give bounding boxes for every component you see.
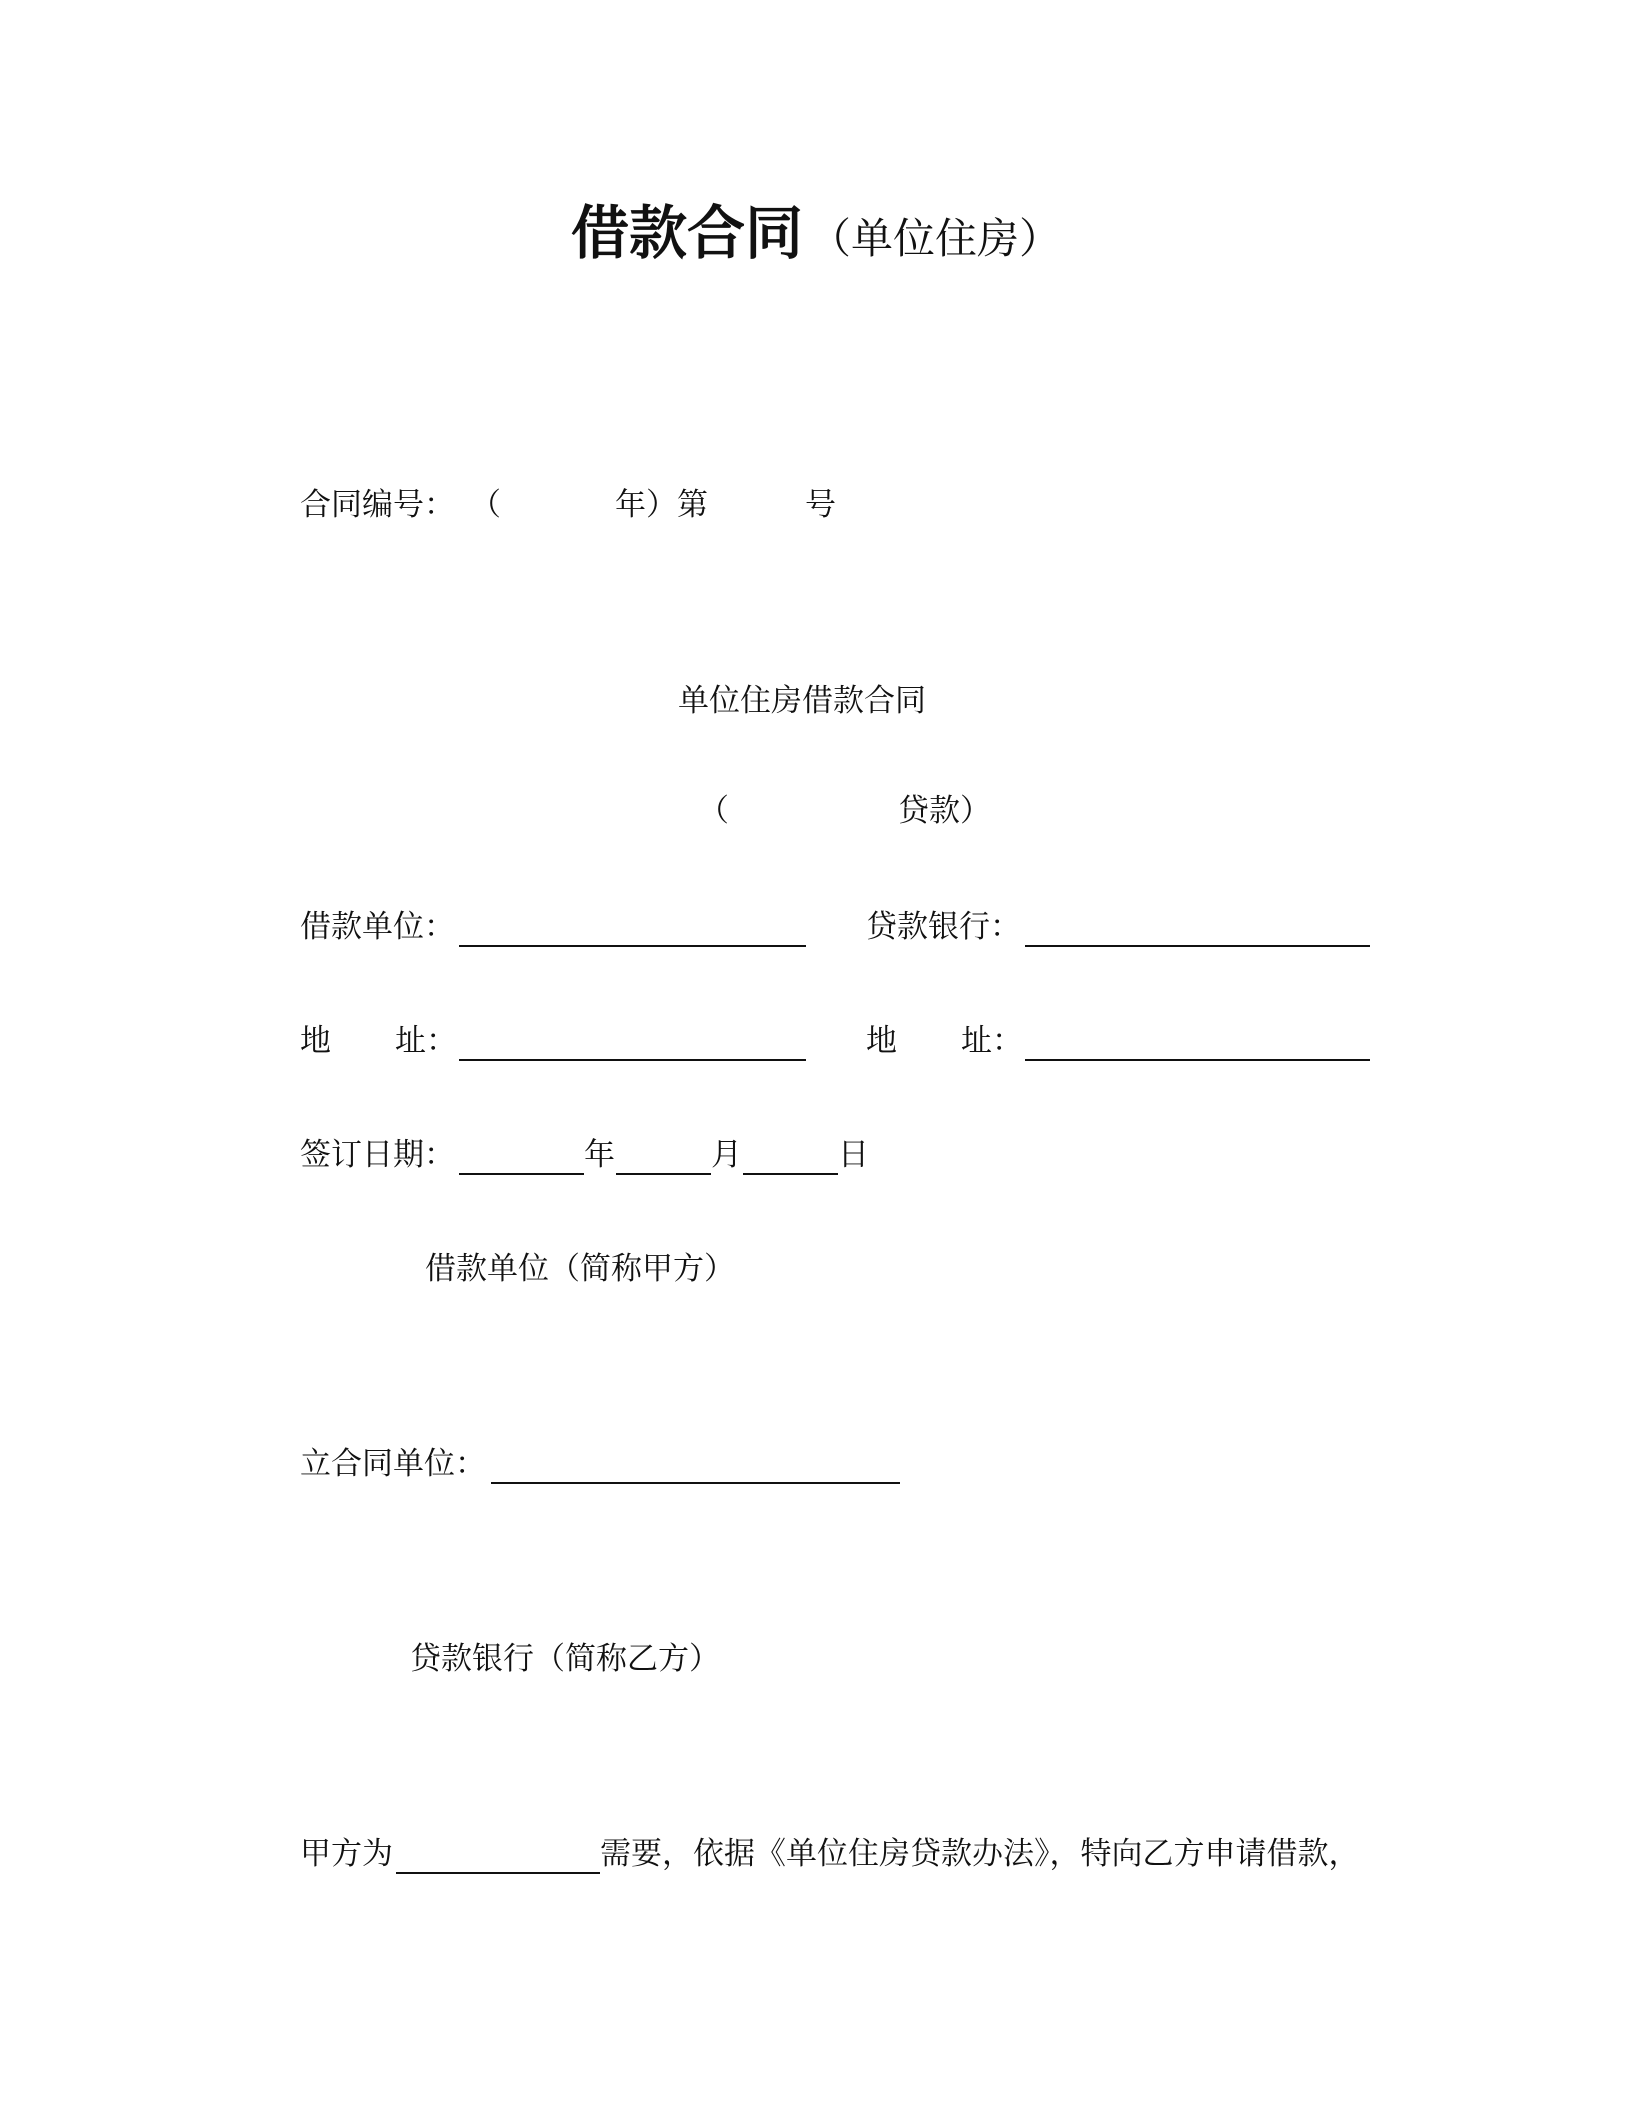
borrower-blank[interactable] bbox=[459, 945, 806, 947]
party-b-label: 贷款银行（简称乙方） bbox=[410, 1641, 720, 1677]
loan-type-close: 贷款） bbox=[898, 793, 991, 829]
document-title bbox=[0, 198, 1632, 283]
date-day-blank[interactable] bbox=[743, 1173, 838, 1175]
borrower-address-label-2: 址： bbox=[395, 1023, 457, 1059]
bank-label: 贷款银行： bbox=[866, 909, 1021, 945]
subtitle: 单位住房借款合同 bbox=[678, 683, 926, 719]
date-year-blank[interactable] bbox=[459, 1173, 584, 1175]
bank-address-label-2: 址： bbox=[961, 1023, 1023, 1059]
contract-unit-blank[interactable] bbox=[491, 1482, 900, 1484]
contract-no-number: 号 bbox=[805, 487, 836, 523]
contract-unit-label: 立合同单位： bbox=[300, 1446, 486, 1482]
contract-no-year: 年）第 bbox=[615, 487, 708, 523]
loan-type-open: （ bbox=[698, 793, 729, 829]
date-month-blank[interactable] bbox=[616, 1173, 711, 1175]
body-pre: 甲方为 bbox=[300, 1836, 393, 1872]
bank-blank[interactable] bbox=[1025, 945, 1370, 947]
date-year: 年 bbox=[584, 1137, 615, 1173]
party-a-label: 借款单位（简称甲方） bbox=[425, 1251, 735, 1287]
borrower-label: 借款单位： bbox=[300, 909, 455, 945]
body-post: 需要，依据《单位住房贷款办法》，特向乙方申请借款， bbox=[600, 1836, 1360, 1872]
title-main: 借款合同 bbox=[570, 199, 803, 267]
date-day: 日 bbox=[838, 1137, 869, 1173]
bank-address-blank[interactable] bbox=[1025, 1059, 1370, 1061]
date-month: 月 bbox=[711, 1137, 742, 1173]
contract-no-open: （ bbox=[470, 487, 501, 523]
purpose-blank[interactable] bbox=[396, 1872, 600, 1874]
borrower-address-blank[interactable] bbox=[459, 1059, 806, 1061]
contract-no-label: 合同编号： bbox=[300, 487, 455, 523]
date-label: 签订日期： bbox=[300, 1137, 455, 1173]
bank-address-label-1: 地 bbox=[866, 1023, 897, 1059]
title-sub: （单位住房） bbox=[809, 214, 1062, 263]
borrower-address-label-1: 地 bbox=[300, 1023, 331, 1059]
